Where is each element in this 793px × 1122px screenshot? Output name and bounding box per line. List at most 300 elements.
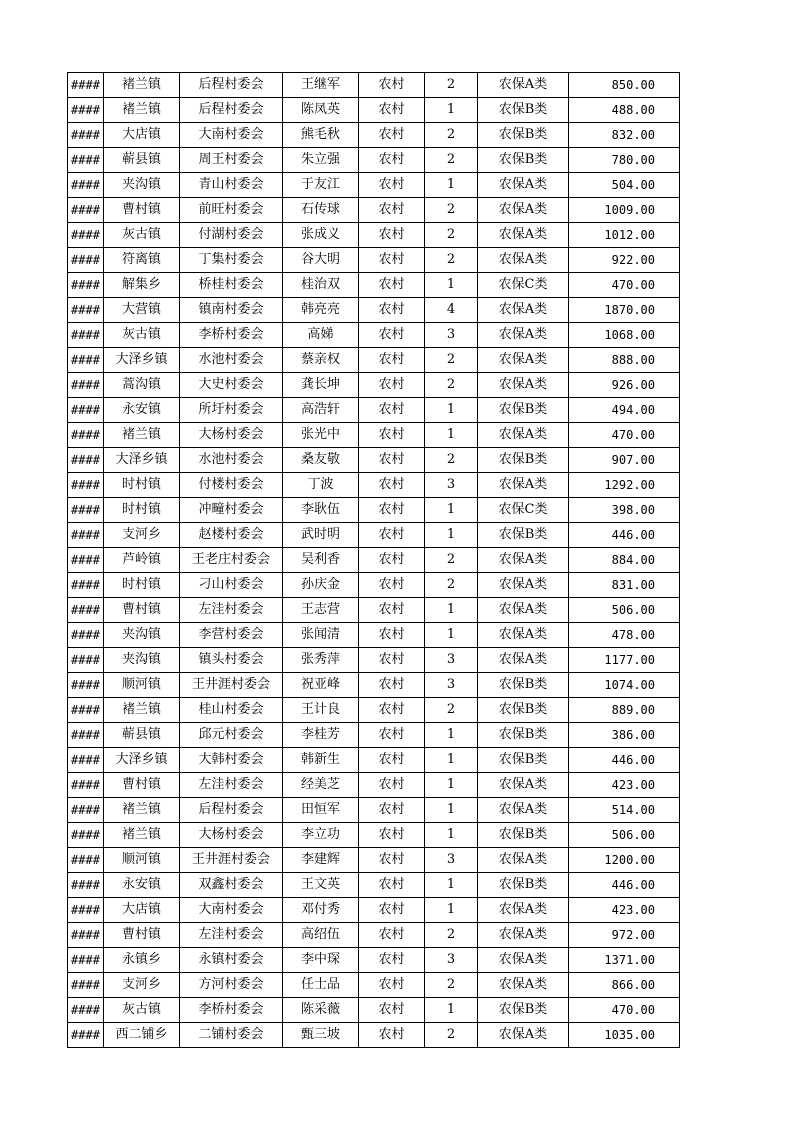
- insurance-category-cell: 农保A类: [478, 948, 569, 973]
- village-committee-cell: 冲疃村委会: [180, 498, 283, 523]
- household-count-cell: 1: [425, 398, 478, 423]
- household-count-cell: 3: [425, 948, 478, 973]
- person-name-cell: 邓付秀: [283, 898, 359, 923]
- town-cell: 时村镇: [104, 498, 180, 523]
- household-count-cell: 1: [425, 773, 478, 798]
- area-type-cell: 农村: [359, 673, 425, 698]
- record-id-cell: ####: [68, 948, 104, 973]
- area-type-cell: 农村: [359, 323, 425, 348]
- amount-cell: 470.00: [569, 273, 680, 298]
- insurance-category-cell: 农保B类: [478, 123, 569, 148]
- village-committee-cell: 赵楼村委会: [180, 523, 283, 548]
- table-row: [68, 673, 680, 698]
- table-row: [68, 648, 680, 673]
- area-type-cell: 农村: [359, 998, 425, 1023]
- village-committee-cell: 镇南村委会: [180, 298, 283, 323]
- household-count-cell: 1: [425, 898, 478, 923]
- town-cell: 时村镇: [104, 573, 180, 598]
- table-body: [68, 73, 680, 1048]
- table-row: [68, 173, 680, 198]
- area-type-cell: 农村: [359, 748, 425, 773]
- insurance-category-cell: 农保A类: [478, 248, 569, 273]
- person-name-cell: 熊毛秋: [283, 123, 359, 148]
- record-id-cell: ####: [68, 323, 104, 348]
- amount-cell: 506.00: [569, 598, 680, 623]
- record-id-cell: ####: [68, 673, 104, 698]
- amount-cell: 1009.00: [569, 198, 680, 223]
- person-name-cell: 田恒军: [283, 798, 359, 823]
- insurance-category-cell: 农保B类: [478, 873, 569, 898]
- area-type-cell: 农村: [359, 873, 425, 898]
- village-committee-cell: 左洼村委会: [180, 923, 283, 948]
- insurance-category-cell: 农保A类: [478, 573, 569, 598]
- insurance-category-cell: 农保A类: [478, 623, 569, 648]
- insurance-category-cell: 农保A类: [478, 173, 569, 198]
- record-id-cell: ####: [68, 998, 104, 1023]
- area-type-cell: 农村: [359, 123, 425, 148]
- insurance-category-cell: 农保B类: [478, 723, 569, 748]
- record-id-cell: ####: [68, 623, 104, 648]
- household-count-cell: 2: [425, 448, 478, 473]
- table-row: [68, 773, 680, 798]
- area-type-cell: 农村: [359, 948, 425, 973]
- person-name-cell: 张光中: [283, 423, 359, 448]
- person-name-cell: 于友江: [283, 173, 359, 198]
- table-row: [68, 973, 680, 998]
- table-row: [68, 123, 680, 148]
- area-type-cell: 农村: [359, 273, 425, 298]
- person-name-cell: 韩亮亮: [283, 298, 359, 323]
- person-name-cell: 石传球: [283, 198, 359, 223]
- area-type-cell: 农村: [359, 698, 425, 723]
- insurance-category-cell: 农保B类: [478, 748, 569, 773]
- household-count-cell: 2: [425, 223, 478, 248]
- town-cell: 顺河镇: [104, 673, 180, 698]
- insurance-category-cell: 农保A类: [478, 1023, 569, 1048]
- person-name-cell: 孙庆金: [283, 573, 359, 598]
- area-type-cell: 农村: [359, 548, 425, 573]
- table-row: [68, 448, 680, 473]
- person-name-cell: 韩新生: [283, 748, 359, 773]
- record-id-cell: ####: [68, 348, 104, 373]
- amount-cell: 494.00: [569, 398, 680, 423]
- household-count-cell: 1: [425, 523, 478, 548]
- household-count-cell: 2: [425, 123, 478, 148]
- village-committee-cell: 永镇村委会: [180, 948, 283, 973]
- village-committee-cell: 左洼村委会: [180, 773, 283, 798]
- village-committee-cell: 后程村委会: [180, 73, 283, 98]
- record-id-cell: ####: [68, 223, 104, 248]
- amount-cell: 972.00: [569, 923, 680, 948]
- town-cell: 永安镇: [104, 398, 180, 423]
- town-cell: 支河乡: [104, 973, 180, 998]
- town-cell: 褚兰镇: [104, 798, 180, 823]
- amount-cell: 398.00: [569, 498, 680, 523]
- table-row: [68, 423, 680, 448]
- table-row: [68, 348, 680, 373]
- amount-cell: 1035.00: [569, 1023, 680, 1048]
- record-id-cell: ####: [68, 548, 104, 573]
- table-row: [68, 98, 680, 123]
- household-count-cell: 2: [425, 1023, 478, 1048]
- record-id-cell: ####: [68, 773, 104, 798]
- amount-cell: 506.00: [569, 823, 680, 848]
- amount-cell: 1012.00: [569, 223, 680, 248]
- record-id-cell: ####: [68, 573, 104, 598]
- record-id-cell: ####: [68, 448, 104, 473]
- amount-cell: 1068.00: [569, 323, 680, 348]
- area-type-cell: 农村: [359, 623, 425, 648]
- amount-cell: 478.00: [569, 623, 680, 648]
- town-cell: 灰古镇: [104, 223, 180, 248]
- person-name-cell: 丁波: [283, 473, 359, 498]
- table-row: [68, 823, 680, 848]
- area-type-cell: 农村: [359, 923, 425, 948]
- person-name-cell: 李耿伍: [283, 498, 359, 523]
- town-cell: 蕲县镇: [104, 723, 180, 748]
- area-type-cell: 农村: [359, 823, 425, 848]
- town-cell: 支河乡: [104, 523, 180, 548]
- table-row: [68, 548, 680, 573]
- area-type-cell: 农村: [359, 148, 425, 173]
- area-type-cell: 农村: [359, 498, 425, 523]
- area-type-cell: 农村: [359, 248, 425, 273]
- record-id-cell: ####: [68, 873, 104, 898]
- household-count-cell: 1: [425, 598, 478, 623]
- area-type-cell: 农村: [359, 1023, 425, 1048]
- area-type-cell: 农村: [359, 773, 425, 798]
- insurance-category-cell: 农保A类: [478, 548, 569, 573]
- person-name-cell: 吴利香: [283, 548, 359, 573]
- area-type-cell: 农村: [359, 298, 425, 323]
- person-name-cell: 谷大明: [283, 248, 359, 273]
- household-count-cell: 2: [425, 923, 478, 948]
- village-committee-cell: 李桥村委会: [180, 998, 283, 1023]
- village-committee-cell: 后程村委会: [180, 798, 283, 823]
- household-count-cell: 3: [425, 473, 478, 498]
- insurance-category-cell: 农保A类: [478, 798, 569, 823]
- amount-cell: 1870.00: [569, 298, 680, 323]
- person-name-cell: 高娣: [283, 323, 359, 348]
- household-count-cell: 2: [425, 73, 478, 98]
- person-name-cell: 祝亚峰: [283, 673, 359, 698]
- insurance-category-cell: 农保A类: [478, 848, 569, 873]
- village-committee-cell: 镇头村委会: [180, 648, 283, 673]
- town-cell: 夹沟镇: [104, 173, 180, 198]
- person-name-cell: 桂治双: [283, 273, 359, 298]
- town-cell: 褚兰镇: [104, 823, 180, 848]
- person-name-cell: 李立功: [283, 823, 359, 848]
- table-row: [68, 298, 680, 323]
- village-committee-cell: 大南村委会: [180, 123, 283, 148]
- record-id-cell: ####: [68, 373, 104, 398]
- village-committee-cell: 大杨村委会: [180, 423, 283, 448]
- village-committee-cell: 大史村委会: [180, 373, 283, 398]
- table-row: [68, 323, 680, 348]
- village-committee-cell: 王老庄村委会: [180, 548, 283, 573]
- table-row: [68, 198, 680, 223]
- town-cell: 西二铺乡: [104, 1023, 180, 1048]
- household-count-cell: 2: [425, 698, 478, 723]
- area-type-cell: 农村: [359, 373, 425, 398]
- village-committee-cell: 所圩村委会: [180, 398, 283, 423]
- person-name-cell: 甄三坡: [283, 1023, 359, 1048]
- insurance-category-cell: 农保A类: [478, 773, 569, 798]
- area-type-cell: 农村: [359, 448, 425, 473]
- household-count-cell: 2: [425, 573, 478, 598]
- table-row: [68, 848, 680, 873]
- insurance-category-cell: 农保A类: [478, 348, 569, 373]
- data-table: [67, 72, 680, 1048]
- insurance-category-cell: 农保B类: [478, 998, 569, 1023]
- record-id-cell: ####: [68, 748, 104, 773]
- amount-cell: 831.00: [569, 573, 680, 598]
- amount-cell: 780.00: [569, 148, 680, 173]
- table-row: [68, 473, 680, 498]
- town-cell: 夹沟镇: [104, 648, 180, 673]
- area-type-cell: 农村: [359, 798, 425, 823]
- village-committee-cell: 青山村委会: [180, 173, 283, 198]
- insurance-category-cell: 农保B类: [478, 673, 569, 698]
- person-name-cell: 王文英: [283, 873, 359, 898]
- village-committee-cell: 水池村委会: [180, 448, 283, 473]
- town-cell: 灰古镇: [104, 998, 180, 1023]
- village-committee-cell: 邱元村委会: [180, 723, 283, 748]
- town-cell: 时村镇: [104, 473, 180, 498]
- town-cell: 曹村镇: [104, 198, 180, 223]
- insurance-category-cell: 农保A类: [478, 198, 569, 223]
- person-name-cell: 李建辉: [283, 848, 359, 873]
- household-count-cell: 2: [425, 148, 478, 173]
- record-id-cell: ####: [68, 598, 104, 623]
- record-id-cell: ####: [68, 698, 104, 723]
- town-cell: 褚兰镇: [104, 423, 180, 448]
- record-id-cell: ####: [68, 423, 104, 448]
- person-name-cell: 陈采薇: [283, 998, 359, 1023]
- town-cell: 顺河镇: [104, 848, 180, 873]
- amount-cell: 1292.00: [569, 473, 680, 498]
- insurance-category-cell: 农保B类: [478, 698, 569, 723]
- area-type-cell: 农村: [359, 848, 425, 873]
- household-count-cell: 1: [425, 623, 478, 648]
- amount-cell: 884.00: [569, 548, 680, 573]
- record-id-cell: ####: [68, 648, 104, 673]
- record-id-cell: ####: [68, 198, 104, 223]
- table-row: [68, 698, 680, 723]
- insurance-category-cell: 农保A类: [478, 423, 569, 448]
- amount-cell: 888.00: [569, 348, 680, 373]
- household-count-cell: 2: [425, 198, 478, 223]
- person-name-cell: 武时明: [283, 523, 359, 548]
- insurance-category-cell: 农保A类: [478, 298, 569, 323]
- household-count-cell: 2: [425, 973, 478, 998]
- table-row: [68, 223, 680, 248]
- table-row: [68, 1023, 680, 1048]
- village-committee-cell: 付湖村委会: [180, 223, 283, 248]
- household-count-cell: 3: [425, 648, 478, 673]
- amount-cell: 423.00: [569, 898, 680, 923]
- record-id-cell: ####: [68, 823, 104, 848]
- table-row: [68, 898, 680, 923]
- area-type-cell: 农村: [359, 648, 425, 673]
- amount-cell: 926.00: [569, 373, 680, 398]
- household-count-cell: 2: [425, 548, 478, 573]
- table-row: [68, 723, 680, 748]
- person-name-cell: 张秀萍: [283, 648, 359, 673]
- household-count-cell: 3: [425, 673, 478, 698]
- amount-cell: 446.00: [569, 523, 680, 548]
- amount-cell: 1200.00: [569, 848, 680, 873]
- record-id-cell: ####: [68, 98, 104, 123]
- household-count-cell: 1: [425, 723, 478, 748]
- village-committee-cell: 周王村委会: [180, 148, 283, 173]
- town-cell: 褚兰镇: [104, 698, 180, 723]
- amount-cell: 446.00: [569, 873, 680, 898]
- area-type-cell: 农村: [359, 898, 425, 923]
- town-cell: 大店镇: [104, 898, 180, 923]
- area-type-cell: 农村: [359, 973, 425, 998]
- insurance-category-cell: 农保A类: [478, 598, 569, 623]
- person-name-cell: 陈凤英: [283, 98, 359, 123]
- household-count-cell: 2: [425, 248, 478, 273]
- village-committee-cell: 桂山村委会: [180, 698, 283, 723]
- town-cell: 永镇乡: [104, 948, 180, 973]
- village-committee-cell: 大杨村委会: [180, 823, 283, 848]
- village-committee-cell: 水池村委会: [180, 348, 283, 373]
- town-cell: 蕲县镇: [104, 148, 180, 173]
- insurance-category-cell: 农保A类: [478, 648, 569, 673]
- household-count-cell: 1: [425, 173, 478, 198]
- table-row: [68, 498, 680, 523]
- person-name-cell: 王继军: [283, 73, 359, 98]
- amount-cell: 832.00: [569, 123, 680, 148]
- table-row: [68, 148, 680, 173]
- person-name-cell: 李桂芳: [283, 723, 359, 748]
- village-committee-cell: 二铺村委会: [180, 1023, 283, 1048]
- area-type-cell: 农村: [359, 523, 425, 548]
- town-cell: 大泽乡镇: [104, 748, 180, 773]
- insurance-category-cell: 农保B类: [478, 823, 569, 848]
- area-type-cell: 农村: [359, 348, 425, 373]
- village-committee-cell: 王井涯村委会: [180, 848, 283, 873]
- insurance-category-cell: 农保B类: [478, 98, 569, 123]
- insurance-category-cell: 农保A类: [478, 973, 569, 998]
- record-id-cell: ####: [68, 298, 104, 323]
- area-type-cell: 农村: [359, 223, 425, 248]
- record-id-cell: ####: [68, 273, 104, 298]
- table-row: [68, 248, 680, 273]
- village-committee-cell: 桥桂村委会: [180, 273, 283, 298]
- table-row: [68, 748, 680, 773]
- amount-cell: 423.00: [569, 773, 680, 798]
- record-id-cell: ####: [68, 848, 104, 873]
- household-count-cell: 1: [425, 823, 478, 848]
- household-count-cell: 1: [425, 273, 478, 298]
- table-row: [68, 73, 680, 98]
- record-id-cell: ####: [68, 898, 104, 923]
- person-name-cell: 王计良: [283, 698, 359, 723]
- table-row: [68, 873, 680, 898]
- amount-cell: 386.00: [569, 723, 680, 748]
- amount-cell: 922.00: [569, 248, 680, 273]
- town-cell: 曹村镇: [104, 773, 180, 798]
- amount-cell: 446.00: [569, 748, 680, 773]
- table-row: [68, 948, 680, 973]
- record-id-cell: ####: [68, 73, 104, 98]
- insurance-category-cell: 农保A类: [478, 373, 569, 398]
- table-row: [68, 598, 680, 623]
- amount-cell: 470.00: [569, 423, 680, 448]
- town-cell: 大营镇: [104, 298, 180, 323]
- insurance-category-cell: 农保A类: [478, 73, 569, 98]
- table-row: [68, 923, 680, 948]
- area-type-cell: 农村: [359, 473, 425, 498]
- household-count-cell: 1: [425, 748, 478, 773]
- town-cell: 曹村镇: [104, 923, 180, 948]
- household-count-cell: 2: [425, 373, 478, 398]
- town-cell: 灰古镇: [104, 323, 180, 348]
- area-type-cell: 农村: [359, 573, 425, 598]
- town-cell: 褚兰镇: [104, 73, 180, 98]
- village-committee-cell: 双鑫村委会: [180, 873, 283, 898]
- household-count-cell: 3: [425, 848, 478, 873]
- area-type-cell: 农村: [359, 73, 425, 98]
- area-type-cell: 农村: [359, 423, 425, 448]
- table-row: [68, 373, 680, 398]
- village-committee-cell: 后程村委会: [180, 98, 283, 123]
- area-type-cell: 农村: [359, 723, 425, 748]
- amount-cell: 514.00: [569, 798, 680, 823]
- amount-cell: 866.00: [569, 973, 680, 998]
- person-name-cell: 张闻清: [283, 623, 359, 648]
- village-committee-cell: 大韩村委会: [180, 748, 283, 773]
- record-id-cell: ####: [68, 123, 104, 148]
- person-name-cell: 王志营: [283, 598, 359, 623]
- record-id-cell: ####: [68, 523, 104, 548]
- village-committee-cell: 方河村委会: [180, 973, 283, 998]
- table-row: [68, 523, 680, 548]
- household-count-cell: 1: [425, 798, 478, 823]
- record-id-cell: ####: [68, 148, 104, 173]
- village-committee-cell: 王井涯村委会: [180, 673, 283, 698]
- record-id-cell: ####: [68, 248, 104, 273]
- household-count-cell: 4: [425, 298, 478, 323]
- amount-cell: 470.00: [569, 998, 680, 1023]
- household-count-cell: 1: [425, 423, 478, 448]
- amount-cell: 907.00: [569, 448, 680, 473]
- insurance-category-cell: 农保B类: [478, 398, 569, 423]
- table-row: [68, 998, 680, 1023]
- person-name-cell: 张成义: [283, 223, 359, 248]
- insurance-category-cell: 农保A类: [478, 223, 569, 248]
- person-name-cell: 桑友敬: [283, 448, 359, 473]
- table-row: [68, 798, 680, 823]
- person-name-cell: 朱立强: [283, 148, 359, 173]
- insurance-category-cell: 农保B类: [478, 148, 569, 173]
- town-cell: 大泽乡镇: [104, 448, 180, 473]
- insurance-category-cell: 农保B类: [478, 523, 569, 548]
- person-name-cell: 任士品: [283, 973, 359, 998]
- amount-cell: 889.00: [569, 698, 680, 723]
- record-id-cell: ####: [68, 798, 104, 823]
- person-name-cell: 高绍伍: [283, 923, 359, 948]
- person-name-cell: 高浩轩: [283, 398, 359, 423]
- amount-cell: 504.00: [569, 173, 680, 198]
- village-committee-cell: 大南村委会: [180, 898, 283, 923]
- town-cell: 解集乡: [104, 273, 180, 298]
- record-id-cell: ####: [68, 723, 104, 748]
- area-type-cell: 农村: [359, 98, 425, 123]
